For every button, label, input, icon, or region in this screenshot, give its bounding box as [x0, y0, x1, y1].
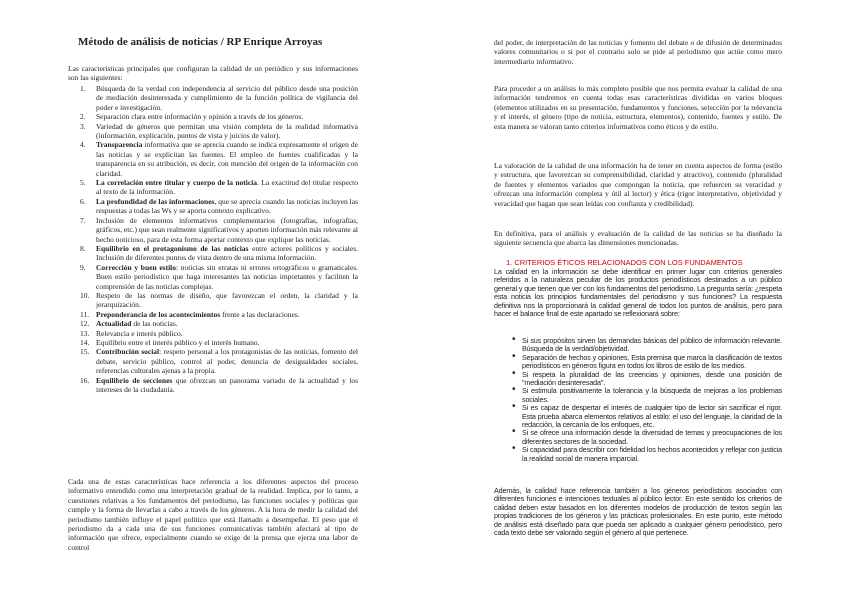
list-item-emphasis: Contribución social — [96, 347, 160, 357]
list-item-number: 3. — [80, 121, 86, 131]
list-item-number: 13. — [80, 328, 90, 338]
list-item-number: 10. — [80, 290, 90, 300]
list-item-number: 7. — [80, 215, 86, 225]
list-item — [68, 112, 358, 121]
list-item-number: 8. — [80, 243, 86, 253]
paragraph-4: En definitiva, para el análisis y evaluación de la calidad de las noticias se ha diseñado la siguiente secuencia que abarca las dimensiones mencionadas. — [494, 229, 782, 248]
list-item-text: Respeto de las normas de diseño, que favorezcan el orden, la claridad y la jerarquización. — [96, 290, 358, 310]
final-paragraph: Además, la calidad hace referencia también a los géneros periodísticos asociados con diferentes funciones e intenciones textuales al público lector. En este sentido los criterios de calidad deben estar basados en los diferentes modelos de producción de textos según las propias tradiciones de los géneros y las prácticas profesionales. En este punto, este método de análisis está diseñado para que pueda ser aplicado a cualquier género periodístico, pero cada texto debe ser valorado según el género al que pertenece. — [494, 486, 782, 538]
list-item-number: 11. — [80, 309, 90, 319]
paragraph-2: Para proceder a un análisis lo más completo posible que nos permita evaluar la calidad de una información tendremos en cuenta todas esas características divididas en varios bloques (elementos utilizados en su presentación, fundamentos y funciones, selección por la relevancia y el interés, el género (tipo de noticia, estructura, elementos), contenido, fuentes y estilo. De esta manera se valoran tanto criterios informativos como éticos y de estilo. — [494, 84, 782, 131]
list-item-text: entre actores políticos y sociales. Inclusión de diferentes puntos de vista dentro de una misma información. — [96, 243, 358, 263]
list-item-number: 4. — [80, 140, 86, 150]
list-item — [68, 197, 358, 216]
list-item — [68, 338, 358, 347]
list-item — [68, 310, 358, 319]
list-item-number: 6. — [80, 196, 86, 206]
list-item — [68, 319, 358, 328]
list-item — [68, 376, 358, 395]
list-item-emphasis: Actualidad — [96, 319, 132, 329]
closing-paragraph: Cada una de estas características hace referencia a los diferentes aspectos del proceso informativo entendido como una interpretación gradual de la realidad. Implica, por lo tanto, a cuestiones relativas a los fundamentos del periodismo, las funciones sociales y políticas que cumple y la forma de llevarlas a cabo a través de los géneros. A la hora de medir la calidad del periodismo también influye el papel político que está llamado a desempeñar. El peso que el periodismo da a cada una de sus funciones comunicativas también afectará al tipo de información que ofrece, especialmente cuando se exige de la prensa que ejerza una labor de control — [68, 477, 358, 552]
list-item-number: 15. — [80, 347, 90, 357]
list-item-emphasis: Equilibrio de secciones — [96, 375, 173, 385]
intro-paragraph: Las características principales que configuran la calidad de un periódico y sus informaciones son las siguientes: — [68, 64, 358, 83]
paragraph-3: La valoración de la calidad de una información ha de tener en cuenta aspectos de forma (estilo y estructura, que favorezcan su comprensibilidad, claridad y atractivo), contenido (pluralidad de fuentes y elementos variados que compongan la noticia, que refuercen su veracidad y ofrezcan una información completa y útil al lector) y ética (rigor interpretativo, objetividad y veracidad que hagan que sean leídas con confianza y credibilidad). — [494, 161, 782, 208]
paragraph-1: del poder, de interpretación de las noticias y fomento del debate o de difusión de determinados valores comunitarios o si por el contrario solo se pide al periodismo que actúe como mero intermediario informativo. — [494, 38, 782, 66]
list-item-text: Separación clara entre información y opinión a través de los géneros. — [96, 112, 304, 122]
list-item-number: 1. — [80, 84, 86, 93]
list-item-emphasis: Equilibrio en el protagonismo de las noticias — [96, 243, 249, 253]
criteria-item: • Si capacidad para describir con fidelidad los hechos acontecidos y reflejar con justicia la realidad social de manera imparcial. — [514, 446, 782, 463]
list-item-text: : respeto personal a los protagonistas de las noticias, fomento del debate, servicio público, control al poder, denuncia de desigualdades sociales, referencias culturales ajenas a la propia. — [96, 347, 359, 376]
page-title: Método de análisis de noticias / RP Enrique Arroyas — [78, 36, 323, 48]
list-item — [68, 263, 358, 291]
characteristics-list — [68, 84, 358, 394]
list-item-text: Relevancia e interés público. — [96, 328, 183, 338]
list-item-emphasis: Preponderancia de los acontecimientos — [96, 309, 221, 319]
criteria-item: • Si es capaz de despertar el interés de cualquier tipo de lector sin sacrificar el rigor. Esta prueba abarca elementos relativos al estilo: el uso del lenguaje, la claridad de la redacción, la cercanía de los enfoques, etc. — [514, 404, 782, 429]
criteria-item: • Si respeta la pluralidad de las creencias y opiniones, desde una posición de "mediación desinteresada". — [514, 371, 782, 388]
list-item — [68, 216, 358, 244]
list-item-text: Equilibrio entre el interés público y el interés humano. — [96, 337, 260, 347]
list-item-text: Inclusión de elementos informativos complementarios (fotografías, infografías, gráficos, etc.) que sean realmente significativos y aporten información más relevante al hecho noticioso, para de esta forma aportar contexto que explique las noticias. — [96, 215, 358, 244]
list-item-text: . La exactitud del titular respecto al texto de la información. — [96, 178, 358, 197]
list-item-emphasis: Corrección y buen estilo — [96, 262, 176, 272]
criteria-item: • Si estimula positivamente la tolerancia y la búsqueda de mejoras a los problemas sociales. — [514, 387, 782, 404]
list-item-text: : noticias sin erratas ni errores ortográficos o gramaticales. Buen estilo periodístico que haga interesantes las noticias importantes y faciliten la comprensión de las noticias complejas. — [96, 262, 358, 291]
list-item — [68, 178, 358, 197]
list-item-emphasis: Transparencia — [96, 140, 143, 150]
list-item-number: 14. — [80, 337, 90, 347]
list-item-number: 16. — [80, 375, 90, 385]
list-item-emphasis: La correlación entre titular y cuerpo de la noticia — [96, 178, 258, 188]
list-item-text: informativa que se aprecia cuando se indica expresamente el origen de las noticias y se explicitan las fuentes. El empleo de fuentes cualificadas y la transparencia en su atribución, es decir, con mención del origen de la información con claridad. — [96, 140, 358, 178]
list-item — [68, 140, 358, 178]
criteria-list — [494, 337, 782, 463]
list-item — [68, 291, 358, 310]
list-item-emphasis: La profundidad de las informaciones — [96, 196, 215, 206]
list-item-text: de las noticias. — [131, 319, 178, 329]
list-item — [68, 347, 358, 375]
list-item-number: 5. — [80, 178, 86, 188]
criteria-item: • Si se ofrece una información desde la diversidad de temas y preocupaciones de los diferentes sectores de la sociedad. — [514, 429, 782, 446]
criteria-item: • Separación de hechos y opiniones. Esta premisa que marca la clasificación de textos periodísticos en géneros figura en todos los libros de estilo de los medios. — [514, 354, 782, 371]
list-item — [68, 84, 358, 112]
list-item-text: Búsqueda de la verdad con independencia al servicio del público desde una posición de mediación desinteresada y cumplimiento de la función política de vigilancia del poder e investigación. — [96, 84, 358, 112]
list-item-text: Variedad de géneros que permitan una visión completa de la realidad informativa (información, explicación, puntos de vista y juicios de valor). — [96, 121, 358, 141]
list-item-text: , que se aprecia cuando las noticias incluyen las respuestas a todas las Ws y se aporta contexto explicativo. — [96, 196, 358, 216]
section-intro: La calidad en la información se debe identificar en primer lugar con criterios generales referidos a la naturaleza peculiar de los productos periodísticos destinados a un público general y que tienen que ver con los fundamentos del periodismo. La pregunta sería: ¿respeta esta noticia los principios fundamentales del periodismo y sus funciones? La respuesta definitiva nos la proporcionará la calidad general de todos los puntos de análisis, pero para hacer el balance final de este apartado se reflexionará sobre: — [494, 267, 782, 319]
list-item — [68, 329, 358, 338]
section-heading: 1. CRITERIOS ÉTICOS RELACIONADOS CON LOS FUNDAMENTOS — [506, 258, 743, 267]
list-item-text: que ofrezcan un panorama variado de la actualidad y los intereses de la ciudadanía. — [96, 375, 358, 394]
list-item — [68, 244, 358, 263]
criteria-item: • Si sus propósitos sirven las demandas básicas del público de información relevante. Búsqueda de la verdad/objetividad. — [514, 337, 782, 354]
list-item-number: 2. — [80, 112, 86, 122]
list-item-number: 9. — [80, 262, 86, 272]
list-item-number: 12. — [80, 319, 90, 329]
list-item — [68, 122, 358, 141]
list-item-text: frente a las declaraciones. — [220, 309, 300, 319]
